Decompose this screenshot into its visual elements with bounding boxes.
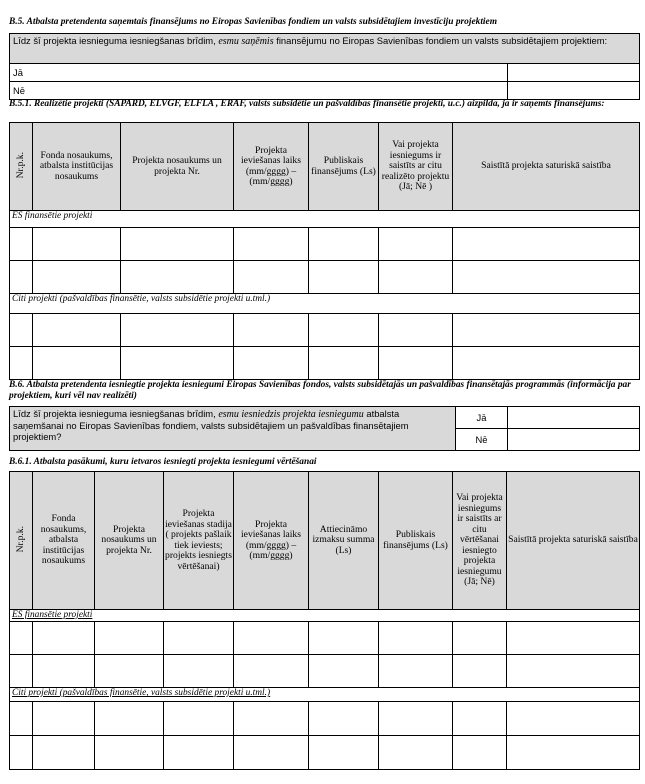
cell[interactable] [309,314,379,347]
cell[interactable] [33,228,121,261]
cell[interactable] [309,655,379,688]
cell[interactable] [379,736,453,770]
b5-option-no-label: Nē [10,82,508,100]
cell[interactable] [379,261,453,294]
b51-header-public-funding: Publiskais finansējums (Ls) [309,123,379,211]
cell[interactable] [507,622,640,655]
cell[interactable] [453,228,640,261]
b61-section-other: Citi projekti (pašvaldības finansētie, valsts subsidētie projekti u.tml.) [10,688,640,702]
cell[interactable] [10,347,33,380]
b51-header-linked: Vai projekta iesniegums ir saistīts ar citu realizēto projektu (Jā; Nē ) [379,123,453,211]
b61-header-linked: Vai projekta iesniegums ir saistīts ar citu vērtēšanai iesniegto projekta iesniegumu (Jā; Nē) [453,472,507,610]
cell[interactable] [234,655,309,688]
cell[interactable] [234,261,309,294]
b5-option-yes-field[interactable] [508,64,640,82]
cell[interactable] [309,622,379,655]
cell[interactable] [234,314,309,347]
cell[interactable] [453,314,640,347]
cell[interactable] [379,314,453,347]
cell[interactable] [10,228,33,261]
b61-header-period: Projekta ieviešanas laiks (mm/gggg) – (mm/gggg) [234,472,309,610]
cell[interactable] [95,736,164,770]
b61-header-nr: Nr.p.k. [10,472,33,610]
b61-table [9,471,640,770]
b51-title: B.5.1. Realizētie projekti (SAPARD, ELVGF, ELFLA , ERAF, valsts subsidētie un pašvaldības finansētie projekti, u.c.) aizpilda, ja ir saņemts finansējums: [9,99,605,109]
table-row [10,655,640,688]
b61-header-link-content: Saistītā projekta saturiskā saistība [507,472,640,610]
cell[interactable] [309,736,379,770]
cell[interactable] [309,347,379,380]
b5-title: B.5. Atbalsta pretendenta saņemtais finansējums no Eiropas Savienības fondiem un valsts subsidētajiem investīciju projektiem [9,17,497,27]
cell[interactable] [379,702,453,736]
cell[interactable] [121,261,234,294]
cell[interactable] [234,347,309,380]
b51-header-link-content: Saistītā projekta saturiskā saistība [453,123,640,211]
b61-header-stage: Projekta ieviešanas stadija ( projekts pašlaik tiek ieviests; projekts iesniegts vērtēšanai) [164,472,234,610]
cell[interactable] [379,347,453,380]
b51-header-period: Projekta ieviešanas laiks (mm/gggg) – (mm/gggg) [234,123,309,211]
cell[interactable] [453,736,507,770]
b61-header-project-name: Projekta nosaukums un projekta Nr. [95,472,164,610]
cell[interactable] [10,314,33,347]
table-row [10,261,640,294]
cell[interactable] [379,228,453,261]
b6-question: Līdz šī projekta iesnieguma iesniegšanas brīdim, esmu iesniedzis projekta iesniegumu atbalsta saņemšanai no Eiropas Savienības fondiem, valsts subsidētajiem un pašvaldības finansētajiem projektiem? [10,407,456,451]
cell[interactable] [95,622,164,655]
cell[interactable] [453,702,507,736]
b61-header-fund: Fonda nosaukums, atbalsta institūcijas nosaukums [33,472,95,610]
cell[interactable] [33,622,95,655]
table-row [10,702,640,736]
cell[interactable] [33,702,95,736]
b51-section-es: ES finansētie projekti [10,211,640,228]
b6-option-yes-label: Jā [456,407,508,429]
cell[interactable] [164,736,234,770]
cell[interactable] [164,655,234,688]
cell[interactable] [10,702,33,736]
cell[interactable] [164,702,234,736]
cell[interactable] [507,736,640,770]
cell[interactable] [10,655,33,688]
table-row [10,347,640,380]
table-row [10,736,640,770]
cell[interactable] [309,228,379,261]
cell[interactable] [234,622,309,655]
cell[interactable] [10,736,33,770]
cell[interactable] [33,347,121,380]
b5-option-no-field[interactable] [508,82,640,100]
cell[interactable] [309,261,379,294]
b5-option-yes-label: Jā [10,64,508,82]
cell[interactable] [234,702,309,736]
cell[interactable] [453,347,640,380]
cell[interactable] [95,702,164,736]
cell[interactable] [379,655,453,688]
b51-header-nr: Nr.p.k. [10,123,33,211]
cell[interactable] [33,655,95,688]
b5-question: Līdz šī projekta iesnieguma iesniegšanas brīdim, esmu saņēmis finansējumu no Eiropas Savienības fondiem un valsts subsidētajiem projektiem: [10,34,640,64]
table-row [10,622,640,655]
b51-header-project-name: Projekta nosaukums un projekta Nr. [121,123,234,211]
cell[interactable] [309,702,379,736]
cell[interactable] [453,622,507,655]
cell[interactable] [10,261,33,294]
b61-title: B.6.1. Atbalsta pasākumi, kuru ietvaros iesniegti projekta iesniegumi vērtēšanai [9,457,317,467]
b51-header-fund: Fonda nosaukums, atbalsta institūcijas nosaukums [33,123,121,211]
cell[interactable] [33,314,121,347]
cell[interactable] [121,314,234,347]
b6-title: B.6. Atbalsta pretendenta iesniegtie projekta iesniegumi Eiropas Savienības fondos, valsts subsidētajās un pašvaldības finansētajās programmās (informācija par projektiem, kuri vēl nav realizēti) [9,380,631,401]
cell[interactable] [507,655,640,688]
cell[interactable] [453,261,640,294]
b6-option-yes-field[interactable] [508,407,640,429]
b6-option-no-label: Nē [456,429,508,451]
cell[interactable] [234,228,309,261]
b61-section-es: ES finansētie projekti [10,610,640,622]
cell[interactable] [121,228,234,261]
b6-option-no-field[interactable] [508,429,640,451]
b51-table [9,122,640,380]
cell[interactable] [33,261,121,294]
b51-section-other: Citi projekti (pašvaldības finansētie, valsts subsidētie projekti u.tml.) [10,294,640,314]
b6-question-table [9,406,640,451]
table-row [10,228,640,261]
cell[interactable] [95,655,164,688]
cell[interactable] [234,736,309,770]
b5-question-table [9,33,640,100]
cell[interactable] [453,655,507,688]
cell[interactable] [379,622,453,655]
cell[interactable] [10,622,33,655]
b61-header-eligible-costs: Attiecināmo izmaksu summa (Ls) [309,472,379,610]
b61-header-public-funding: Publiskais finansējums (Ls) [379,472,453,610]
table-row [10,314,640,347]
cell[interactable] [33,736,95,770]
cell[interactable] [507,702,640,736]
cell[interactable] [164,622,234,655]
cell[interactable] [121,347,234,380]
